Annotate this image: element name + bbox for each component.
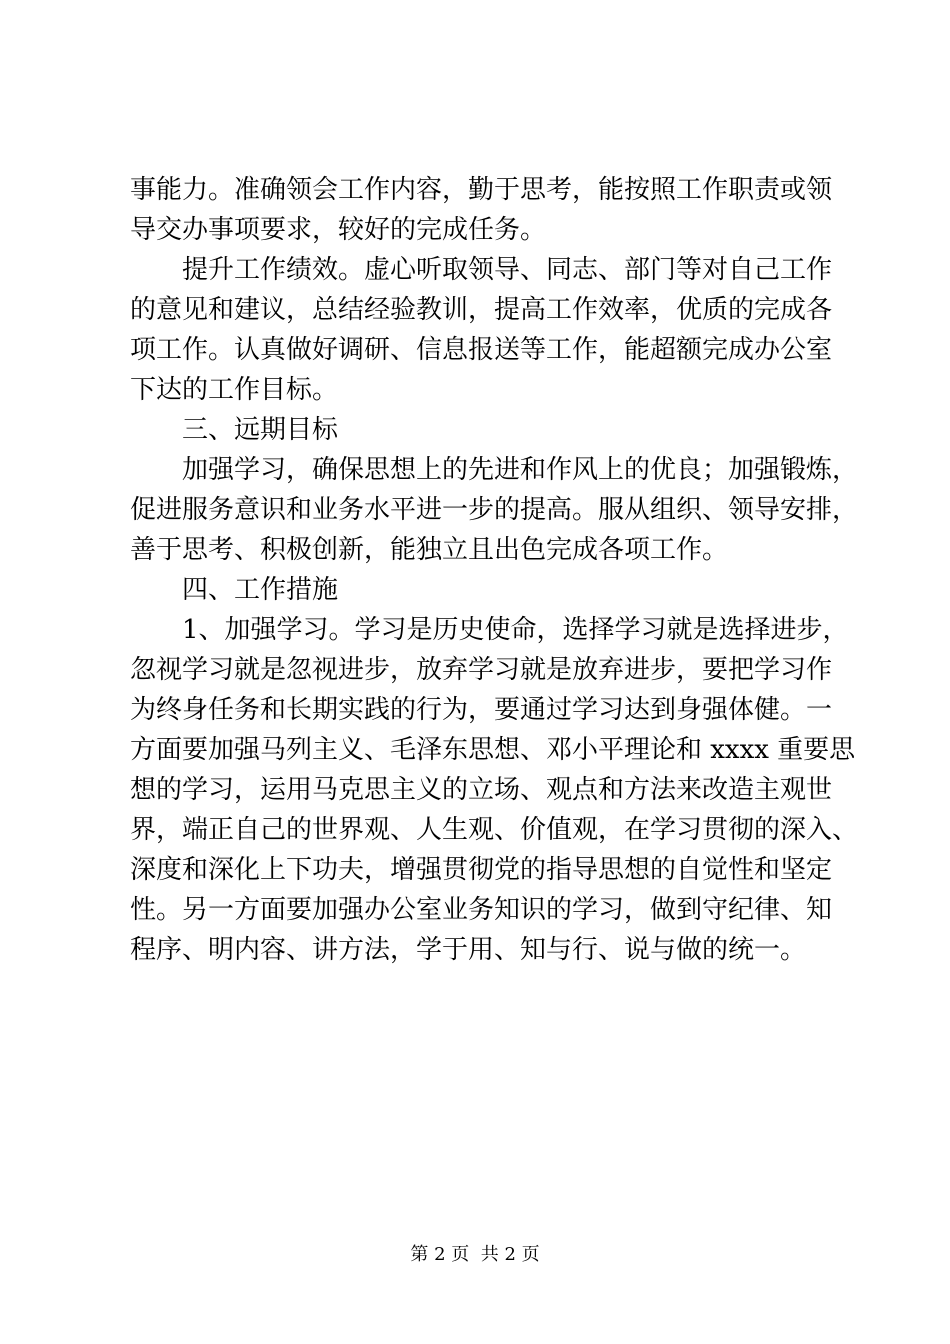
footer-spacer [469,1244,480,1265]
text-line: 下达的工作目标。 [130,375,339,405]
text-line: 忽视学习就是忽视进步，放弃学习就是放弃进步，要把学习作 [130,655,833,685]
document-body [130,170,860,970]
text-line: 善于思考、积极创新，能独立且出色完成各项工作。 [130,535,729,565]
page-number: 第 2 页 [410,1244,470,1265]
text-line: 界，端正自己的世界观、人生观、价值观，在学习贯彻的深入、 [130,815,859,845]
text-line: 方面要加强马列主义、毛泽东思想、邓小平理论和 xxxx 重要思 [130,735,856,765]
text-line: 程序、明内容、讲方法，学于用、知与行、说与做的统一。 [130,935,807,965]
text-line: 项工作。认真做好调研、信息报送等工作，能超额完成办公室 [130,335,833,365]
section-heading: 三、远期目标 [182,415,339,445]
section-heading: 四、工作措施 [182,575,339,605]
text-line: 促进服务意识和业务水平进一步的提高。服从组织、领导安排， [130,495,859,525]
text-line: 1、加强学习。学习是历史使命，选择学习就是选择进步， [182,615,849,645]
page-footer [0,1243,950,1267]
text-line: 事能力。准确领会工作内容，勤于思考，能按照工作职责或领 [130,175,833,205]
text-line: 的意见和建议，总结经验教训，提高工作效率，优质的完成各 [130,295,833,325]
text-line: 性。另一方面要加强办公室业务知识的学习，做到守纪律、知 [130,895,833,925]
text-line: 提升工作绩效。虚心听取领导、同志、部门等对自己工作 [182,255,833,285]
text-line: 深度和深化上下功夫，增强贯彻党的指导思想的自觉性和坚定 [130,855,833,885]
text-line: 加强学习，确保思想上的先进和作风上的优良；加强锻炼， [182,455,859,485]
page-total: 共 2 页 [480,1244,540,1265]
text-line: 为终身任务和长期实践的行为，要通过学习达到身强体健。一 [130,695,833,725]
text-line: 导交办事项要求，较好的完成任务。 [130,215,547,245]
text-line: 想的学习，运用马克思主义的立场、观点和方法来改造主观世 [130,775,833,805]
